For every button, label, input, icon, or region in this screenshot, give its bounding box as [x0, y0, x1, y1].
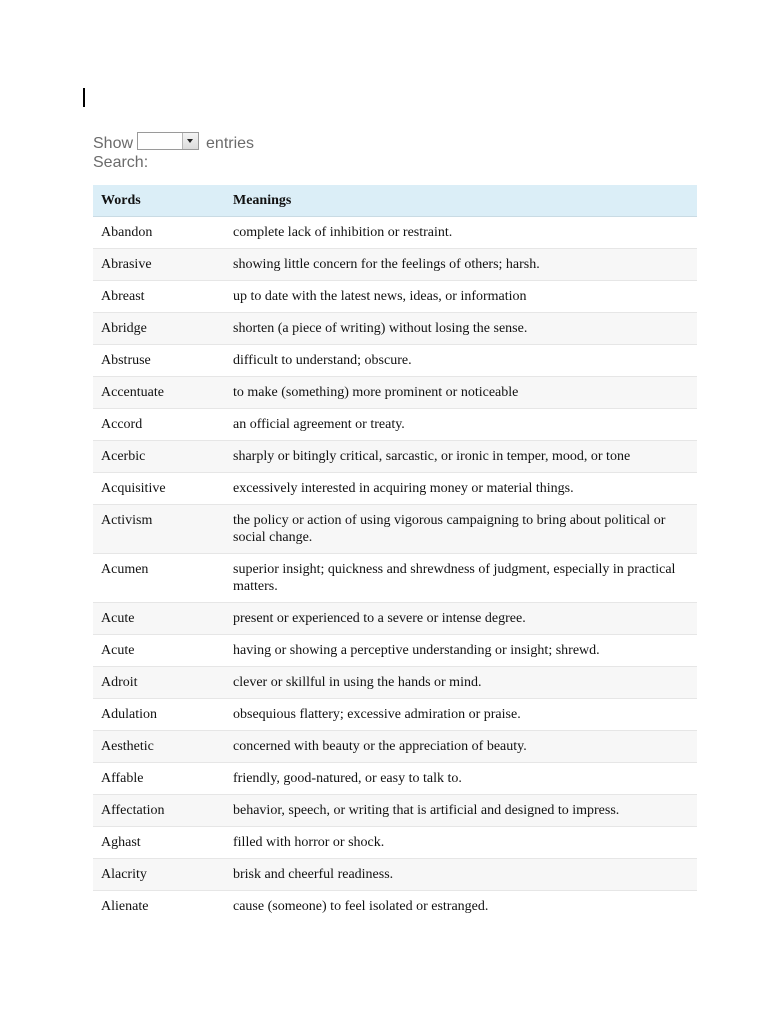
table-row — [93, 827, 697, 859]
text-cursor — [83, 88, 85, 107]
meaning-cell: behavior, speech, or writing that is artificial and designed to impress. — [225, 795, 697, 827]
meaning-cell: an official agreement or treaty. — [225, 409, 697, 441]
show-label: Show — [93, 135, 134, 152]
meaning-cell: friendly, good-natured, or easy to talk to. — [225, 763, 697, 795]
table-row — [93, 313, 697, 345]
word-cell: Acute — [93, 603, 225, 635]
meaning-cell: present or experienced to a severe or intense degree. — [225, 603, 697, 635]
meaning-cell: concerned with beauty or the appreciation of beauty. — [225, 731, 697, 763]
table-controls — [93, 131, 254, 172]
meaning-cell: obsequious flattery; excessive admiration or praise. — [225, 699, 697, 731]
word-cell: Acute — [93, 635, 225, 667]
meaning-cell: the policy or action of using vigorous campaigning to bring about political or social change. — [225, 505, 697, 554]
word-cell: Abreast — [93, 281, 225, 313]
table-row — [93, 473, 697, 505]
meaning-cell: clever or skillful in using the hands or mind. — [225, 667, 697, 699]
meaning-cell: up to date with the latest news, ideas, or information — [225, 281, 697, 313]
word-cell: Aesthetic — [93, 731, 225, 763]
meaning-cell: filled with horror or shock. — [225, 827, 697, 859]
meaning-cell: to make (something) more prominent or noticeable — [225, 377, 697, 409]
table-row — [93, 554, 697, 603]
table-row — [93, 731, 697, 763]
table-header — [93, 185, 697, 217]
word-cell: Adroit — [93, 667, 225, 699]
column-header-meanings[interactable]: Meanings — [225, 185, 697, 217]
table-row — [93, 409, 697, 441]
search-label: Search: — [93, 154, 149, 171]
word-cell: Abridge — [93, 313, 225, 345]
word-cell: Affable — [93, 763, 225, 795]
word-cell: Abandon — [93, 217, 225, 249]
column-header-words[interactable]: Words — [93, 185, 225, 217]
table-row — [93, 763, 697, 795]
word-cell: Adulation — [93, 699, 225, 731]
table-row — [93, 345, 697, 377]
meaning-cell: shorten (a piece of writing) without losing the sense. — [225, 313, 697, 345]
table-row — [93, 441, 697, 473]
word-cell: Affectation — [93, 795, 225, 827]
word-cell: Accentuate — [93, 377, 225, 409]
table-row — [93, 281, 697, 313]
table-row — [93, 891, 697, 923]
meaning-cell: superior insight; quickness and shrewdness of judgment, especially in practical matters. — [225, 554, 697, 603]
table-row — [93, 795, 697, 827]
table-row — [93, 505, 697, 554]
word-cell: Accord — [93, 409, 225, 441]
table-row — [93, 699, 697, 731]
words-table — [93, 185, 697, 922]
word-cell: Acquisitive — [93, 473, 225, 505]
entries-per-page-select[interactable] — [137, 132, 199, 150]
table-row — [93, 377, 697, 409]
table-body — [93, 217, 697, 923]
table-row — [93, 249, 697, 281]
table-row — [93, 217, 697, 249]
word-cell: Acumen — [93, 554, 225, 603]
entries-label: entries — [206, 135, 255, 152]
meaning-cell: having or showing a perceptive understanding or insight; shrewd. — [225, 635, 697, 667]
word-cell: Acerbic — [93, 441, 225, 473]
word-cell: Alienate — [93, 891, 225, 923]
table-row — [93, 603, 697, 635]
meaning-cell: brisk and cheerful readiness. — [225, 859, 697, 891]
word-cell: Alacrity — [93, 859, 225, 891]
word-cell: Abstruse — [93, 345, 225, 377]
meaning-cell: complete lack of inhibition or restraint. — [225, 217, 697, 249]
table-row — [93, 635, 697, 667]
word-cell: Aghast — [93, 827, 225, 859]
dropdown-arrow-icon[interactable] — [182, 133, 198, 149]
word-cell: Abrasive — [93, 249, 225, 281]
meaning-cell: sharply or bitingly critical, sarcastic, or ironic in temper, mood, or tone — [225, 441, 697, 473]
word-cell: Activism — [93, 505, 225, 554]
meaning-cell: difficult to understand; obscure. — [225, 345, 697, 377]
meaning-cell: cause (someone) to feel isolated or estranged. — [225, 891, 697, 923]
table-row — [93, 859, 697, 891]
meaning-cell: excessively interested in acquiring money or material things. — [225, 473, 697, 505]
show-entries-row — [93, 131, 254, 153]
table-row — [93, 667, 697, 699]
meaning-cell: showing little concern for the feelings of others; harsh. — [225, 249, 697, 281]
